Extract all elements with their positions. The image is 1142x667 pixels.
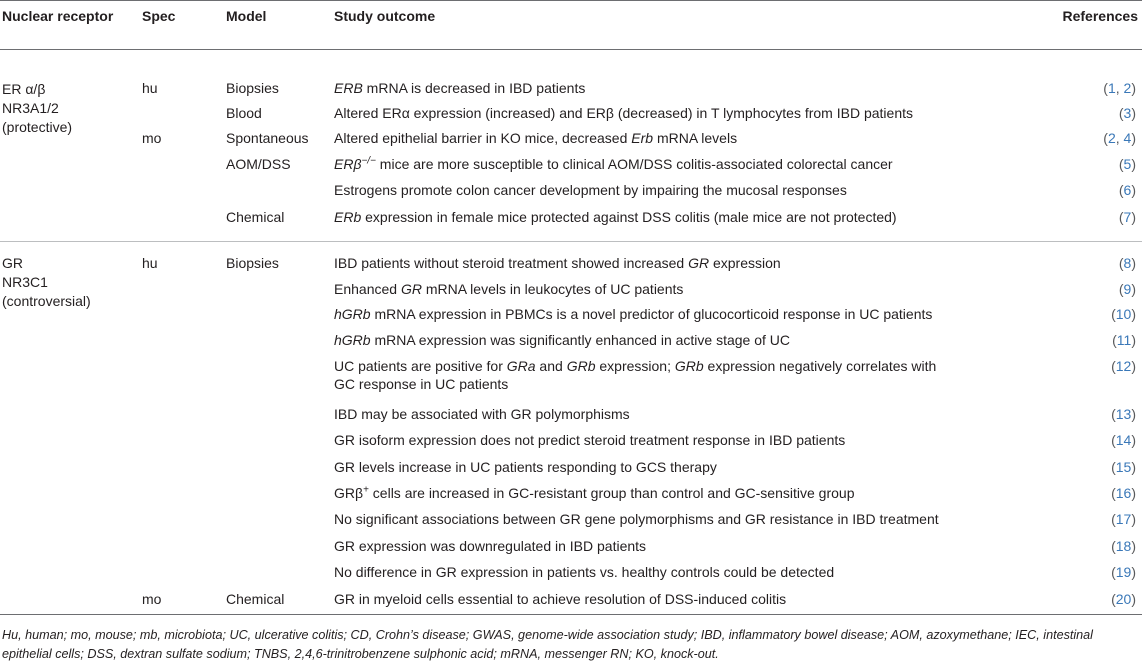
- outcome-cell: Estrogens promote colon cancer development by impairing the mucosal responses: [334, 182, 847, 198]
- header-references: References: [1062, 8, 1138, 24]
- reference-cell: (9): [1118, 281, 1136, 297]
- reference-link[interactable]: 20: [1115, 591, 1132, 607]
- outcome-cell: hGRb mRNA expression was significantly enhanced in active stage of UC: [334, 332, 791, 348]
- reference-cell: (20): [1111, 591, 1136, 607]
- reference-cell: (11): [1112, 332, 1136, 348]
- outcome-cell: GR isoform expression does not predict steroid treatment response in IBD patients: [334, 432, 846, 448]
- receptor-role: (controversial): [2, 293, 91, 309]
- header-study-outcome: Study outcome: [334, 8, 436, 24]
- reference-cell: (8): [1118, 255, 1136, 271]
- reference-link[interactable]: 16: [1115, 485, 1132, 501]
- reference-link[interactable]: 5: [1123, 156, 1132, 172]
- header-model: Model: [226, 8, 267, 24]
- header-spec: Spec: [142, 8, 176, 24]
- table-bottom-rule: [0, 614, 1142, 615]
- receptor-name: GR: [2, 255, 23, 271]
- reference-link[interactable]: 2: [1107, 130, 1116, 146]
- reference-cell: (1, 2): [1103, 80, 1136, 96]
- reference-link[interactable]: 9: [1123, 281, 1132, 297]
- model-cell: Chemical: [226, 209, 285, 225]
- model-cell: Chemical: [226, 591, 285, 607]
- reference-cell: (13): [1111, 406, 1136, 422]
- reference-link[interactable]: 12: [1115, 358, 1132, 374]
- receptor-name: ER α/β: [2, 81, 46, 97]
- outcome-cell: UC patients are positive for GRa and GRb expression; GRb expression negatively correlates with GC response in UC patients: [334, 358, 937, 392]
- species-cell: hu: [142, 255, 158, 271]
- outcome-cell: GR in myeloid cells essential to achieve resolution of DSS-induced colitis: [334, 591, 787, 607]
- outcome-cell: Altered epithelial barrier in KO mice, decreased Erb mRNA levels: [334, 130, 738, 146]
- reference-link[interactable]: 8: [1123, 255, 1132, 271]
- outcome-cell: ERB mRNA is decreased in IBD patients: [334, 80, 586, 96]
- outcome-cell: Enhanced GR mRNA levels in leukocytes of UC patients: [334, 281, 684, 297]
- outcome-cell: GR levels increase in UC patients responding to GCS therapy: [334, 459, 717, 475]
- reference-cell: (14): [1111, 432, 1136, 448]
- reference-cell: (7): [1118, 209, 1136, 225]
- reference-link[interactable]: 10: [1115, 306, 1132, 322]
- outcome-cell: GRβ+ cells are increased in GC-resistant group than control and GC-sensitive group: [334, 484, 855, 501]
- reference-cell: (2, 4): [1103, 130, 1136, 146]
- outcome-cell: IBD may be associated with GR polymorphisms: [334, 406, 630, 422]
- table-footnote: Hu, human; mo, mouse; mb, microbiota; UC, ulcerative colitis; CD, Crohn’s disease; GWAS, genome-wide association study; IBD, inflammatory bowel disease; AOM, azoxymethane; IEC, intestinal epithelial cells; DSS, dextran sulfate sodium; TNBS, 2,4,6-trinitrobenzene sulphonic acid; mRNA, messenger RN; KO, knock-out.: [2, 628, 1093, 661]
- reference-cell: (12): [1111, 358, 1136, 374]
- reference-link[interactable]: 2: [1123, 80, 1132, 96]
- reference-link[interactable]: 17: [1115, 511, 1132, 527]
- model-cell: Spontaneous: [226, 130, 309, 146]
- outcome-cell: GR expression was downregulated in IBD patients: [334, 538, 647, 554]
- reference-link[interactable]: 15: [1115, 459, 1132, 475]
- reference-link[interactable]: 19: [1115, 564, 1132, 580]
- reference-link[interactable]: 11: [1116, 332, 1132, 348]
- receptor-role: (protective): [2, 119, 73, 135]
- outcome-cell: hGRb mRNA expression in PBMCs is a novel predictor of glucocorticoid response in UC patients: [334, 306, 933, 322]
- table-header: [0, 0, 1142, 50]
- receptor-family: NR3A1/2: [2, 100, 59, 116]
- outcome-cell: No difference in GR expression in patients vs. healthy controls could be detected: [334, 564, 835, 580]
- outcome-cell: ERβ−/− mice are more susceptible to clinical AOM/DSS colitis-associated colorectal cancer: [334, 155, 893, 172]
- species-cell: mo: [142, 130, 162, 146]
- model-cell: AOM/DSS: [226, 156, 291, 172]
- model-cell: Blood: [226, 105, 262, 121]
- reference-link[interactable]: 3: [1123, 105, 1132, 121]
- receptor-family: NR3C1: [2, 274, 48, 290]
- species-cell: mo: [142, 591, 162, 607]
- reference-cell: (19): [1111, 564, 1136, 580]
- reference-cell: (5): [1118, 156, 1136, 172]
- reference-cell: (18): [1111, 538, 1136, 554]
- reference-link[interactable]: 13: [1115, 406, 1132, 422]
- reference-link[interactable]: 14: [1115, 432, 1132, 448]
- reference-cell: (15): [1111, 459, 1136, 475]
- outcome-cell: Altered ERα expression (increased) and ERβ (decreased) in T lymphocytes from IBD patients: [334, 105, 913, 121]
- model-cell: Biopsies: [226, 255, 279, 271]
- species-cell: hu: [142, 80, 158, 96]
- model-cell: Biopsies: [226, 80, 279, 96]
- header-nuclear-receptor: Nuclear receptor: [2, 8, 114, 24]
- reference-link[interactable]: 18: [1115, 538, 1132, 554]
- reference-link[interactable]: 6: [1123, 182, 1132, 198]
- reference-cell: (3): [1118, 105, 1136, 121]
- outcome-cell: No significant associations between GR gene polymorphisms and GR resistance in IBD treatment: [334, 511, 939, 527]
- reference-cell: (10): [1111, 306, 1136, 322]
- outcome-cell: ERb expression in female mice protected against DSS colitis (male mice are not protected): [334, 209, 897, 225]
- reference-link[interactable]: 1: [1107, 80, 1116, 96]
- outcome-cell: IBD patients without steroid treatment showed increased GR expression: [334, 255, 781, 271]
- reference-cell: (16): [1111, 485, 1136, 501]
- reference-link[interactable]: 7: [1123, 209, 1132, 225]
- reference-cell: (6): [1118, 182, 1136, 198]
- reference-cell: (17): [1111, 511, 1136, 527]
- reference-link[interactable]: 4: [1123, 130, 1132, 146]
- group-separator: [0, 241, 1142, 242]
